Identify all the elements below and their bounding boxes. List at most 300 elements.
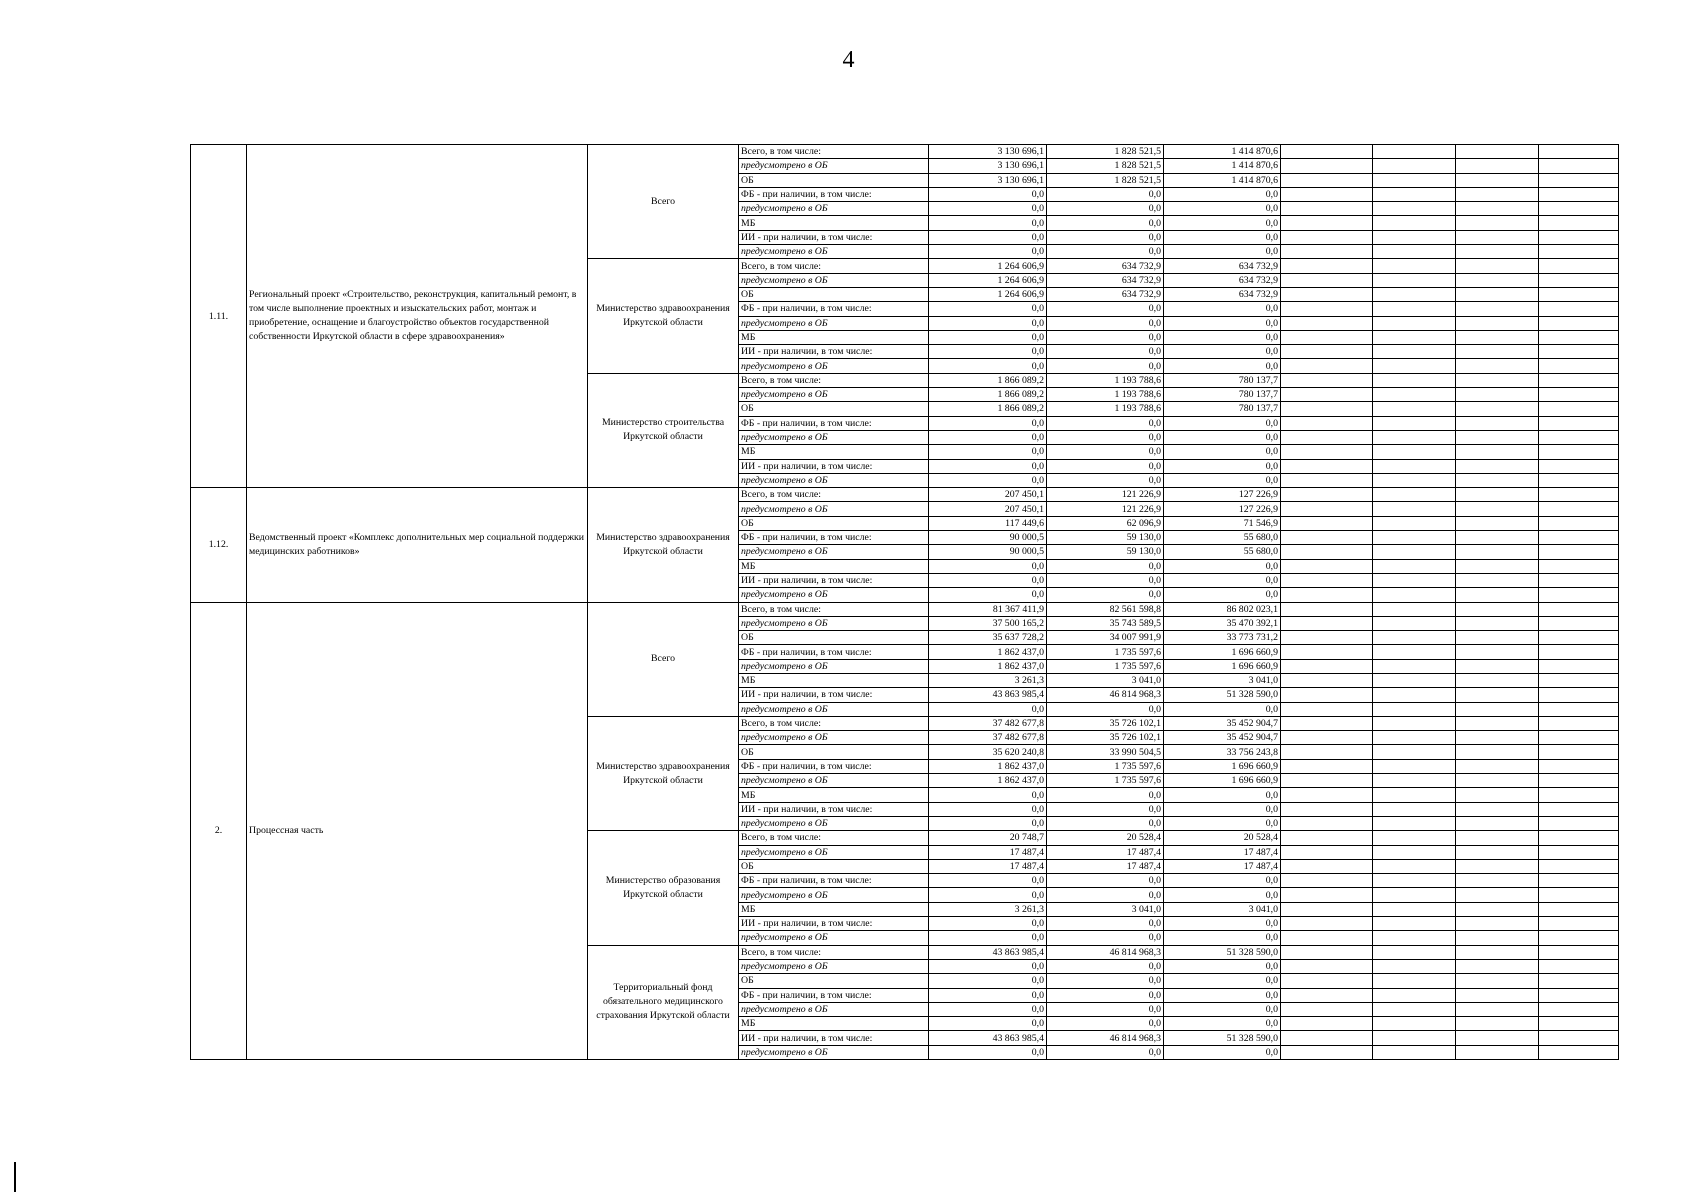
- empty-cell: [1281, 1031, 1373, 1045]
- amount-cell: 0,0: [1047, 816, 1164, 830]
- amount-cell: 0,0: [929, 802, 1047, 816]
- empty-cell: [1373, 631, 1456, 645]
- amount-cell: 1 193 788,6: [1047, 402, 1164, 416]
- empty-cell: [1281, 816, 1373, 830]
- funding-source-label: Всего, в том числе:: [739, 259, 929, 273]
- empty-cell: [1539, 573, 1619, 587]
- funding-source-label: ФБ - при наличии, в том числе:: [739, 531, 929, 545]
- amount-cell: 1 696 660,9: [1164, 759, 1281, 773]
- amount-cell: 55 680,0: [1164, 545, 1281, 559]
- empty-cell: [1281, 430, 1373, 444]
- amount-cell: 1 264 606,9: [929, 259, 1047, 273]
- empty-cell: [1281, 202, 1373, 216]
- amount-cell: 59 130,0: [1047, 545, 1164, 559]
- empty-cell: [1456, 1002, 1539, 1016]
- funding-source-label: предусмотрено в ОБ: [739, 202, 929, 216]
- empty-cell: [1281, 731, 1373, 745]
- empty-cell: [1373, 173, 1456, 187]
- empty-cell: [1373, 416, 1456, 430]
- empty-cell: [1373, 216, 1456, 230]
- amount-cell: 1 735 597,6: [1047, 659, 1164, 673]
- amount-cell: 780 137,7: [1164, 402, 1281, 416]
- amount-cell: 46 814 968,3: [1047, 945, 1164, 959]
- empty-cell: [1281, 402, 1373, 416]
- empty-cell: [1456, 959, 1539, 973]
- amount-cell: 3 041,0: [1047, 673, 1164, 687]
- empty-cell: [1539, 459, 1619, 473]
- empty-cell: [1281, 345, 1373, 359]
- amount-cell: 1 866 089,2: [929, 402, 1047, 416]
- amount-cell: 55 680,0: [1164, 531, 1281, 545]
- empty-cell: [1281, 673, 1373, 687]
- amount-cell: 780 137,7: [1164, 388, 1281, 402]
- amount-cell: 0,0: [1047, 230, 1164, 244]
- funding-source-label: ОБ: [739, 287, 929, 301]
- empty-cell: [1539, 373, 1619, 387]
- amount-cell: 0,0: [929, 988, 1047, 1002]
- funding-source-label: ФБ - при наличии, в том числе:: [739, 759, 929, 773]
- empty-cell: [1281, 645, 1373, 659]
- empty-cell: [1539, 874, 1619, 888]
- empty-cell: [1456, 559, 1539, 573]
- amount-cell: 20 748,7: [929, 831, 1047, 845]
- empty-cell: [1281, 1017, 1373, 1031]
- empty-cell: [1456, 931, 1539, 945]
- amount-cell: 20 528,4: [1164, 831, 1281, 845]
- amount-cell: 0,0: [1164, 345, 1281, 359]
- empty-cell: [1373, 945, 1456, 959]
- amount-cell: 0,0: [1047, 359, 1164, 373]
- amount-cell: 0,0: [1164, 988, 1281, 1002]
- empty-cell: [1373, 316, 1456, 330]
- empty-cell: [1456, 373, 1539, 387]
- amount-cell: 33 773 731,2: [1164, 631, 1281, 645]
- empty-cell: [1373, 531, 1456, 545]
- empty-cell: [1373, 802, 1456, 816]
- empty-cell: [1456, 702, 1539, 716]
- amount-cell: 0,0: [1047, 559, 1164, 573]
- amount-cell: 0,0: [929, 702, 1047, 716]
- funding-source-label: предусмотрено в ОБ: [739, 588, 929, 602]
- empty-cell: [1281, 259, 1373, 273]
- margin-mark: [14, 1162, 16, 1192]
- empty-cell: [1281, 287, 1373, 301]
- amount-cell: 0,0: [1047, 573, 1164, 587]
- empty-cell: [1281, 545, 1373, 559]
- item-number: 2.: [191, 602, 247, 1060]
- empty-cell: [1373, 959, 1456, 973]
- empty-cell: [1539, 945, 1619, 959]
- amount-cell: 0,0: [1047, 874, 1164, 888]
- amount-cell: 1 696 660,9: [1164, 659, 1281, 673]
- empty-cell: [1456, 774, 1539, 788]
- empty-cell: [1373, 616, 1456, 630]
- empty-cell: [1281, 173, 1373, 187]
- empty-cell: [1373, 502, 1456, 516]
- empty-cell: [1456, 831, 1539, 845]
- funding-source-label: предусмотрено в ОБ: [739, 316, 929, 330]
- amount-cell: 35 470 392,1: [1164, 616, 1281, 630]
- empty-cell: [1281, 874, 1373, 888]
- amount-cell: 0,0: [1164, 459, 1281, 473]
- executor-name: Территориальный фонд обязательного медицинского страхования Иркутской области: [588, 945, 739, 1059]
- empty-cell: [1539, 402, 1619, 416]
- empty-cell: [1281, 488, 1373, 502]
- amount-cell: 1 193 788,6: [1047, 373, 1164, 387]
- amount-cell: 0,0: [1047, 1017, 1164, 1031]
- empty-cell: [1539, 788, 1619, 802]
- empty-cell: [1539, 631, 1619, 645]
- empty-cell: [1539, 202, 1619, 216]
- amount-cell: 1 862 437,0: [929, 659, 1047, 673]
- empty-cell: [1456, 573, 1539, 587]
- amount-cell: 0,0: [1164, 888, 1281, 902]
- amount-cell: 90 000,5: [929, 531, 1047, 545]
- empty-cell: [1456, 402, 1539, 416]
- empty-cell: [1281, 745, 1373, 759]
- funding-source-label: Всего, в том числе:: [739, 488, 929, 502]
- empty-cell: [1456, 759, 1539, 773]
- empty-cell: [1373, 788, 1456, 802]
- empty-cell: [1373, 759, 1456, 773]
- empty-cell: [1281, 659, 1373, 673]
- amount-cell: 1 735 597,6: [1047, 774, 1164, 788]
- empty-cell: [1539, 230, 1619, 244]
- funding-source-label: ФБ - при наличии, в том числе:: [739, 874, 929, 888]
- empty-cell: [1281, 273, 1373, 287]
- funding-source-label: предусмотрено в ОБ: [739, 359, 929, 373]
- empty-cell: [1456, 316, 1539, 330]
- empty-cell: [1373, 445, 1456, 459]
- empty-cell: [1456, 516, 1539, 530]
- empty-cell: [1456, 816, 1539, 830]
- empty-cell: [1281, 631, 1373, 645]
- executor-name: Всего: [588, 602, 739, 716]
- empty-cell: [1281, 788, 1373, 802]
- empty-cell: [1281, 516, 1373, 530]
- funding-source-label: ФБ - при наличии, в том числе:: [739, 416, 929, 430]
- amount-cell: 0,0: [929, 430, 1047, 444]
- amount-cell: 1 828 521,5: [1047, 173, 1164, 187]
- amount-cell: 0,0: [1164, 230, 1281, 244]
- empty-cell: [1373, 330, 1456, 344]
- amount-cell: 0,0: [929, 459, 1047, 473]
- empty-cell: [1281, 531, 1373, 545]
- empty-cell: [1373, 1017, 1456, 1031]
- amount-cell: 0,0: [1047, 917, 1164, 931]
- empty-cell: [1539, 988, 1619, 1002]
- empty-cell: [1456, 445, 1539, 459]
- amount-cell: 3 130 696,1: [929, 145, 1047, 159]
- empty-cell: [1456, 187, 1539, 201]
- amount-cell: 207 450,1: [929, 502, 1047, 516]
- empty-cell: [1456, 1045, 1539, 1059]
- empty-cell: [1539, 931, 1619, 945]
- amount-cell: 634 732,9: [1164, 259, 1281, 273]
- amount-cell: 0,0: [1164, 816, 1281, 830]
- empty-cell: [1456, 888, 1539, 902]
- empty-cell: [1456, 202, 1539, 216]
- funding-source-label: предусмотрено в ОБ: [739, 159, 929, 173]
- empty-cell: [1539, 145, 1619, 159]
- empty-cell: [1281, 302, 1373, 316]
- empty-cell: [1373, 659, 1456, 673]
- empty-cell: [1373, 488, 1456, 502]
- funding-source-label: предусмотрено в ОБ: [739, 659, 929, 673]
- empty-cell: [1539, 388, 1619, 402]
- amount-cell: 0,0: [1047, 888, 1164, 902]
- amount-cell: 0,0: [1047, 316, 1164, 330]
- amount-cell: 1 264 606,9: [929, 273, 1047, 287]
- amount-cell: 0,0: [1164, 974, 1281, 988]
- empty-cell: [1373, 673, 1456, 687]
- funding-source-label: Всего, в том числе:: [739, 945, 929, 959]
- empty-cell: [1539, 759, 1619, 773]
- empty-cell: [1373, 988, 1456, 1002]
- empty-cell: [1539, 816, 1619, 830]
- funding-source-label: ИИ - при наличии, в том числе:: [739, 459, 929, 473]
- empty-cell: [1539, 959, 1619, 973]
- amount-cell: 0,0: [1164, 788, 1281, 802]
- amount-cell: 634 732,9: [1164, 287, 1281, 301]
- empty-cell: [1373, 602, 1456, 616]
- empty-cell: [1539, 1002, 1619, 1016]
- amount-cell: 35 452 904,7: [1164, 731, 1281, 745]
- amount-cell: 0,0: [929, 874, 1047, 888]
- amount-cell: 0,0: [1164, 316, 1281, 330]
- amount-cell: 71 546,9: [1164, 516, 1281, 530]
- funding-source-label: ИИ - при наличии, в том числе:: [739, 1031, 929, 1045]
- empty-cell: [1281, 230, 1373, 244]
- amount-cell: 17 487,4: [1164, 845, 1281, 859]
- amount-cell: 0,0: [929, 473, 1047, 487]
- empty-cell: [1281, 616, 1373, 630]
- amount-cell: 3 041,0: [1164, 902, 1281, 916]
- empty-cell: [1539, 187, 1619, 201]
- empty-cell: [1281, 330, 1373, 344]
- amount-cell: 1 862 437,0: [929, 759, 1047, 773]
- amount-cell: 0,0: [1047, 1045, 1164, 1059]
- empty-cell: [1281, 373, 1373, 387]
- amount-cell: 3 041,0: [1047, 902, 1164, 916]
- empty-cell: [1373, 273, 1456, 287]
- empty-cell: [1373, 202, 1456, 216]
- amount-cell: 0,0: [1164, 202, 1281, 216]
- amount-cell: 0,0: [1047, 245, 1164, 259]
- empty-cell: [1539, 659, 1619, 673]
- amount-cell: 1 828 521,5: [1047, 159, 1164, 173]
- empty-cell: [1456, 287, 1539, 301]
- funding-source-label: ОБ: [739, 974, 929, 988]
- funding-source-label: МБ: [739, 445, 929, 459]
- empty-cell: [1281, 688, 1373, 702]
- empty-cell: [1281, 702, 1373, 716]
- amount-cell: 46 814 968,3: [1047, 688, 1164, 702]
- empty-cell: [1373, 588, 1456, 602]
- amount-cell: 0,0: [1164, 445, 1281, 459]
- empty-cell: [1539, 688, 1619, 702]
- table-row: [191, 145, 1619, 159]
- funding-source-label: МБ: [739, 902, 929, 916]
- amount-cell: 0,0: [929, 959, 1047, 973]
- empty-cell: [1456, 602, 1539, 616]
- empty-cell: [1281, 945, 1373, 959]
- empty-cell: [1281, 802, 1373, 816]
- amount-cell: 0,0: [929, 302, 1047, 316]
- amount-cell: 3 041,0: [1164, 673, 1281, 687]
- empty-cell: [1373, 716, 1456, 730]
- empty-cell: [1281, 159, 1373, 173]
- amount-cell: 1 735 597,6: [1047, 645, 1164, 659]
- amount-cell: 0,0: [1047, 931, 1164, 945]
- empty-cell: [1539, 831, 1619, 845]
- empty-cell: [1456, 845, 1539, 859]
- empty-cell: [1281, 559, 1373, 573]
- empty-cell: [1456, 545, 1539, 559]
- budget-table-body: [191, 145, 1619, 1060]
- empty-cell: [1456, 945, 1539, 959]
- amount-cell: 0,0: [1164, 1002, 1281, 1016]
- funding-source-label: ФБ - при наличии, в том числе:: [739, 645, 929, 659]
- empty-cell: [1373, 1045, 1456, 1059]
- funding-source-label: МБ: [739, 673, 929, 687]
- empty-cell: [1456, 688, 1539, 702]
- funding-source-label: ИИ - при наличии, в том числе:: [739, 573, 929, 587]
- empty-cell: [1456, 802, 1539, 816]
- empty-cell: [1456, 902, 1539, 916]
- amount-cell: 1 696 660,9: [1164, 645, 1281, 659]
- funding-source-label: ОБ: [739, 516, 929, 530]
- amount-cell: 35 726 102,1: [1047, 716, 1164, 730]
- amount-cell: 43 863 985,4: [929, 688, 1047, 702]
- funding-source-label: ФБ - при наличии, в том числе:: [739, 988, 929, 1002]
- funding-source-label: предусмотрено в ОБ: [739, 731, 929, 745]
- amount-cell: 0,0: [1164, 1017, 1281, 1031]
- executor-name: Министерство здравоохранения Иркутской области: [588, 259, 739, 373]
- empty-cell: [1373, 345, 1456, 359]
- table-row: [191, 602, 1619, 616]
- empty-cell: [1373, 816, 1456, 830]
- amount-cell: 81 367 411,9: [929, 602, 1047, 616]
- empty-cell: [1373, 931, 1456, 945]
- empty-cell: [1456, 502, 1539, 516]
- empty-cell: [1456, 531, 1539, 545]
- amount-cell: 3 261,3: [929, 673, 1047, 687]
- empty-cell: [1281, 187, 1373, 201]
- funding-source-label: Всего, в том числе:: [739, 145, 929, 159]
- funding-source-label: ОБ: [739, 173, 929, 187]
- empty-cell: [1456, 473, 1539, 487]
- amount-cell: 37 500 165,2: [929, 616, 1047, 630]
- table-row: [191, 488, 1619, 502]
- amount-cell: 0,0: [1047, 330, 1164, 344]
- amount-cell: 1 414 870,6: [1164, 173, 1281, 187]
- empty-cell: [1539, 802, 1619, 816]
- amount-cell: 0,0: [1164, 359, 1281, 373]
- empty-cell: [1456, 259, 1539, 273]
- amount-cell: 0,0: [929, 974, 1047, 988]
- empty-cell: [1539, 516, 1619, 530]
- amount-cell: 127 226,9: [1164, 502, 1281, 516]
- empty-cell: [1373, 302, 1456, 316]
- empty-cell: [1539, 259, 1619, 273]
- empty-cell: [1539, 559, 1619, 573]
- empty-cell: [1373, 259, 1456, 273]
- empty-cell: [1456, 145, 1539, 159]
- empty-cell: [1373, 688, 1456, 702]
- amount-cell: 0,0: [1164, 573, 1281, 587]
- amount-cell: 0,0: [929, 588, 1047, 602]
- empty-cell: [1456, 988, 1539, 1002]
- amount-cell: 0,0: [929, 202, 1047, 216]
- amount-cell: 35 637 728,2: [929, 631, 1047, 645]
- empty-cell: [1281, 959, 1373, 973]
- amount-cell: 0,0: [1164, 802, 1281, 816]
- amount-cell: 0,0: [1164, 187, 1281, 201]
- amount-cell: 0,0: [929, 1017, 1047, 1031]
- amount-cell: 0,0: [1164, 302, 1281, 316]
- empty-cell: [1373, 245, 1456, 259]
- amount-cell: 0,0: [929, 245, 1047, 259]
- amount-cell: 0,0: [1164, 430, 1281, 444]
- amount-cell: 1 193 788,6: [1047, 388, 1164, 402]
- amount-cell: 59 130,0: [1047, 531, 1164, 545]
- amount-cell: 1 696 660,9: [1164, 774, 1281, 788]
- empty-cell: [1539, 531, 1619, 545]
- amount-cell: 0,0: [1164, 559, 1281, 573]
- amount-cell: 3 130 696,1: [929, 159, 1047, 173]
- empty-cell: [1456, 673, 1539, 687]
- amount-cell: 43 863 985,4: [929, 945, 1047, 959]
- empty-cell: [1281, 902, 1373, 916]
- empty-cell: [1456, 631, 1539, 645]
- empty-cell: [1373, 645, 1456, 659]
- empty-cell: [1456, 216, 1539, 230]
- empty-cell: [1281, 145, 1373, 159]
- empty-cell: [1373, 1002, 1456, 1016]
- amount-cell: 0,0: [1164, 416, 1281, 430]
- empty-cell: [1456, 245, 1539, 259]
- empty-cell: [1539, 445, 1619, 459]
- amount-cell: 121 226,9: [1047, 488, 1164, 502]
- amount-cell: 0,0: [1047, 802, 1164, 816]
- empty-cell: [1539, 602, 1619, 616]
- empty-cell: [1456, 302, 1539, 316]
- executor-name: Министерство здравоохранения Иркутской области: [588, 716, 739, 830]
- amount-cell: 3 130 696,1: [929, 173, 1047, 187]
- empty-cell: [1539, 173, 1619, 187]
- amount-cell: 1 862 437,0: [929, 774, 1047, 788]
- item-name: Ведомственный проект «Комплекс дополнительных мер социальной поддержки медицинских работников»: [247, 488, 588, 602]
- empty-cell: [1281, 602, 1373, 616]
- budget-table: [190, 144, 1619, 1060]
- executor-name: Министерство строительства Иркутской области: [588, 373, 739, 487]
- funding-source-label: предусмотрено в ОБ: [739, 959, 929, 973]
- funding-source-label: ФБ - при наличии, в том числе:: [739, 302, 929, 316]
- empty-cell: [1373, 917, 1456, 931]
- amount-cell: 51 328 590,0: [1164, 945, 1281, 959]
- empty-cell: [1539, 673, 1619, 687]
- empty-cell: [1373, 373, 1456, 387]
- empty-cell: [1456, 917, 1539, 931]
- funding-source-label: предусмотрено в ОБ: [739, 931, 929, 945]
- empty-cell: [1539, 302, 1619, 316]
- funding-source-label: ОБ: [739, 745, 929, 759]
- funding-source-label: предусмотрено в ОБ: [739, 816, 929, 830]
- amount-cell: 0,0: [929, 888, 1047, 902]
- empty-cell: [1373, 402, 1456, 416]
- empty-cell: [1373, 145, 1456, 159]
